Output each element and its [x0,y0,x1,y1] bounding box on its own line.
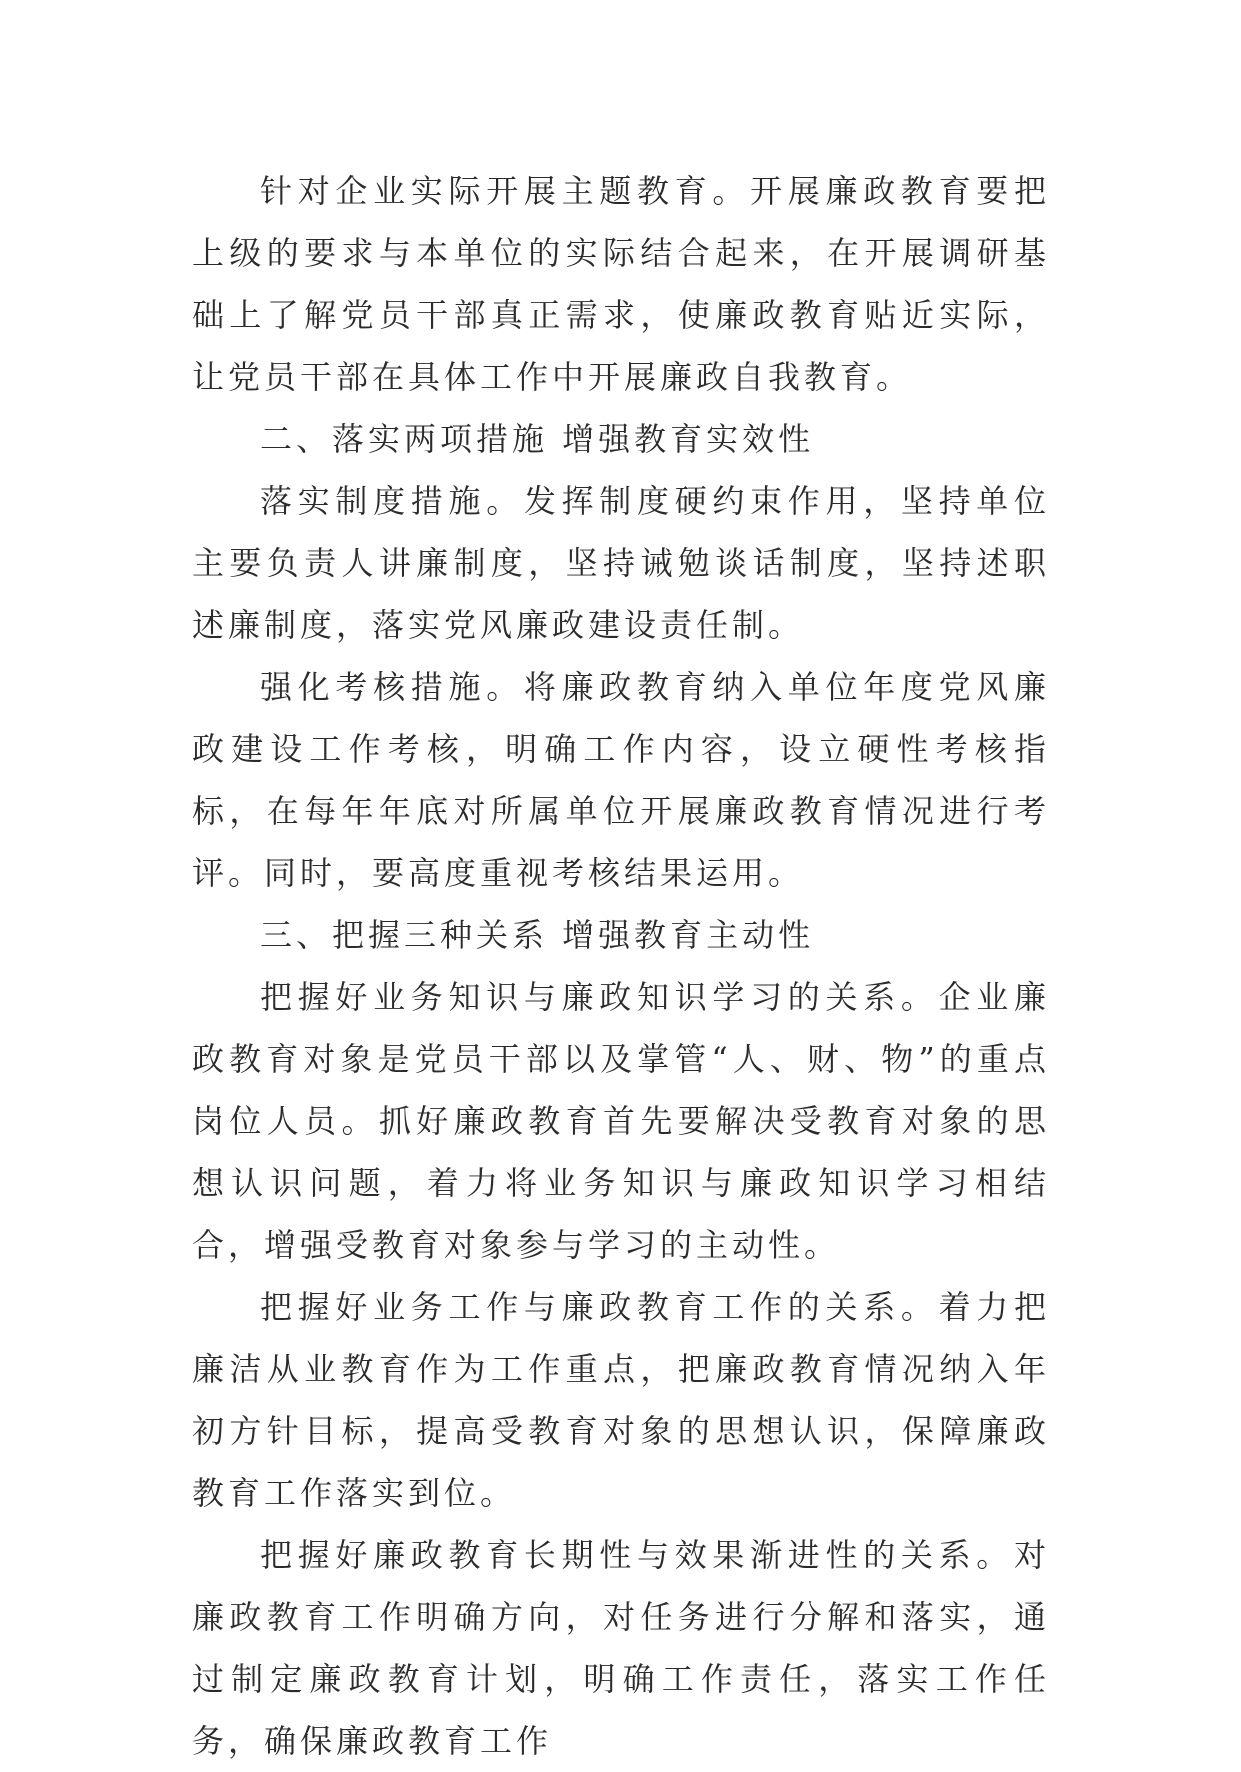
document-body [192,160,1050,1772]
section-heading-three: 三、把握三种关系 增强教育主动性 [260,916,815,954]
paragraph-knowledge-relation: 把握好业务知识与廉政知识学习的关系。企业廉政教育对象是党员干部以及掌管“人、财、物”的重点岗位人员。抓好廉政教育首先要解决受教育对象的思想认识问题，着力将业务知识与廉政知识学习相结合，增强受教育对象参与学习的主动性。 [192,978,1050,1264]
paragraph-assessment-measures: 强化考核措施。将廉政教育纳入单位年度党风廉政建设工作考核，明确工作内容，设立硬性考核指标，在每年年底对所属单位开展廉政教育情况进行考评。同时，要高度重视考核结果运用。 [192,668,1050,892]
paragraph-work-relation: 把握好业务工作与廉政教育工作的关系。着力把廉洁从业教育作为工作重点，把廉政教育情况纳入年初方针目标，提高受教育对象的思想认识，保障廉政教育工作落实到位。 [192,1288,1050,1512]
paragraph-system-measures: 落实制度措施。发挥制度硬约束作用，坚持单位主要负责人讲廉制度，坚持诫勉谈话制度，坚持述职述廉制度，落实党风廉政建设责任制。 [192,482,1050,644]
section-heading-two: 二、落实两项措施 增强教育实效性 [260,420,815,458]
paragraph-longterm-relation: 把握好廉政教育长期性与效果渐进性的关系。对廉政教育工作明确方向，对任务进行分解和落实，通过制定廉政教育计划，明确工作责任，落实工作任务，确保廉政教育工作 [192,1536,1050,1760]
paragraph-theme-education: 针对企业实际开展主题教育。开展廉政教育要把上级的要求与本单位的实际结合起来，在开展调研基础上了解党员干部真正需求，使廉政教育贴近实际，让党员干部在具体工作中开展廉政自我教育。 [192,172,1050,396]
